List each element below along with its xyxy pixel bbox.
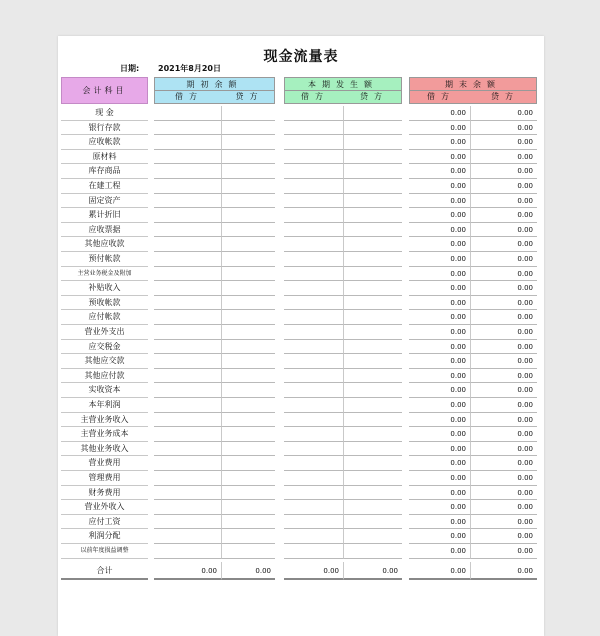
- period-amount-subheader: [284, 91, 402, 104]
- closing-debit-cell[interactable]: 0.00: [409, 252, 471, 267]
- opening-credit-cell[interactable]: [222, 427, 275, 442]
- opening-credit-cell[interactable]: [222, 296, 275, 311]
- opening-debit-cell[interactable]: [154, 354, 222, 369]
- account-subject-cell: 累计折旧: [61, 208, 148, 223]
- closing-debit-cell[interactable]: 0.00: [409, 208, 471, 223]
- period-debit-cell[interactable]: [284, 267, 344, 282]
- period-credit-cell[interactable]: [344, 369, 402, 384]
- opening-credit-cell[interactable]: [222, 456, 275, 471]
- closing-credit-cell[interactable]: 0.00: [471, 354, 537, 369]
- opening-debit-cell[interactable]: [154, 179, 222, 194]
- period-debit-cell[interactable]: [284, 121, 344, 136]
- account-subject-cell: 应交税金: [61, 340, 148, 355]
- period-debit-cell[interactable]: [284, 529, 344, 544]
- period-debit-cell[interactable]: [284, 369, 344, 384]
- closing-debit-cell[interactable]: 0.00: [409, 442, 471, 457]
- period-credit-cell[interactable]: [344, 383, 402, 398]
- period-credit-header: 贷方: [360, 92, 388, 101]
- account-subject-cell: 本年利润: [61, 398, 148, 413]
- date-label: 日期:: [120, 64, 140, 73]
- period-credit-cell[interactable]: [344, 281, 402, 296]
- closing-debit-cell[interactable]: 0.00: [409, 223, 471, 238]
- period-credit-cell[interactable]: [344, 179, 402, 194]
- total-period-debit[interactable]: 0.00: [284, 562, 344, 580]
- opening-debit-cell[interactable]: [154, 135, 222, 150]
- opening-debit-cell[interactable]: [154, 486, 222, 501]
- period-debit-cell[interactable]: [284, 208, 344, 223]
- opening-credit-cell[interactable]: [222, 471, 275, 486]
- opening-credit-cell[interactable]: [222, 413, 275, 428]
- closing-debit-cell[interactable]: 0.00: [409, 369, 471, 384]
- closing-debit-cell[interactable]: 0.00: [409, 354, 471, 369]
- closing-debit-cell[interactable]: 0.00: [409, 267, 471, 282]
- total-opening-debit[interactable]: 0.00: [154, 562, 222, 580]
- period-debit-header: 借方: [301, 92, 329, 101]
- opening-debit-cell[interactable]: [154, 267, 222, 282]
- table-row: [58, 237, 544, 252]
- period-credit-cell[interactable]: [344, 529, 402, 544]
- opening-credit-cell[interactable]: [222, 500, 275, 515]
- closing-credit-cell[interactable]: 0.00: [471, 237, 537, 252]
- closing-credit-cell[interactable]: 0.00: [471, 442, 537, 457]
- table-row: [58, 310, 544, 325]
- account-subject-cell: 固定资产: [61, 194, 148, 209]
- opening-credit-cell[interactable]: [222, 354, 275, 369]
- closing-credit-cell[interactable]: 0.00: [471, 194, 537, 209]
- opening-credit-header: 贷方: [235, 92, 264, 101]
- closing-credit-cell[interactable]: 0.00: [471, 369, 537, 384]
- account-subject-cell: 银行存款: [61, 121, 148, 136]
- closing-debit-cell[interactable]: 0.00: [409, 237, 471, 252]
- closing-credit-cell[interactable]: 0.00: [471, 325, 537, 340]
- account-subject-cell: 应付工资: [61, 515, 148, 530]
- account-subject-cell: 实收资本: [61, 383, 148, 398]
- closing-credit-cell[interactable]: 0.00: [471, 208, 537, 223]
- table-row: [58, 208, 544, 223]
- closing-debit-cell[interactable]: 0.00: [409, 164, 471, 179]
- table-row: [58, 456, 544, 471]
- opening-credit-cell[interactable]: [222, 340, 275, 355]
- period-debit-cell[interactable]: [284, 237, 344, 252]
- subject-header: 会计科目: [61, 77, 148, 104]
- period-credit-cell[interactable]: [344, 486, 402, 501]
- closing-debit-cell[interactable]: 0.00: [409, 529, 471, 544]
- table-row: [58, 150, 544, 165]
- opening-debit-cell[interactable]: [154, 121, 222, 136]
- opening-debit-cell[interactable]: [154, 237, 222, 252]
- opening-credit-cell[interactable]: [222, 369, 275, 384]
- opening-debit-header: 借方: [175, 92, 203, 101]
- account-subject-cell: 现 金: [61, 106, 148, 121]
- closing-debit-cell[interactable]: 0.00: [409, 471, 471, 486]
- period-credit-cell[interactable]: [344, 456, 402, 471]
- opening-credit-cell[interactable]: [222, 383, 275, 398]
- closing-debit-cell[interactable]: 0.00: [409, 194, 471, 209]
- total-period-credit[interactable]: 0.00: [344, 562, 402, 580]
- period-debit-cell[interactable]: [284, 398, 344, 413]
- closing-debit-cell[interactable]: 0.00: [409, 296, 471, 311]
- table-row: [58, 325, 544, 340]
- opening-debit-cell[interactable]: [154, 223, 222, 238]
- closing-debit-cell[interactable]: 0.00: [409, 281, 471, 296]
- closing-credit-cell[interactable]: 0.00: [471, 486, 537, 501]
- period-amount-header: 本期发生额: [284, 77, 402, 91]
- closing-credit-cell[interactable]: 0.00: [471, 398, 537, 413]
- period-credit-cell[interactable]: [344, 252, 402, 267]
- closing-credit-cell[interactable]: 0.00: [471, 471, 537, 486]
- opening-debit-cell[interactable]: [154, 208, 222, 223]
- table-row: [58, 267, 544, 282]
- opening-debit-cell[interactable]: [154, 106, 222, 121]
- table-row: [58, 369, 544, 384]
- table-row: [58, 383, 544, 398]
- closing-debit-cell[interactable]: 0.00: [409, 515, 471, 530]
- closing-debit-cell[interactable]: 0.00: [409, 340, 471, 355]
- opening-credit-cell[interactable]: [222, 515, 275, 530]
- period-debit-cell[interactable]: [284, 310, 344, 325]
- opening-credit-cell[interactable]: [222, 179, 275, 194]
- account-subject-cell: 以前年度损益调整: [61, 544, 148, 559]
- account-subject-cell: 预收帐款: [61, 296, 148, 311]
- closing-debit-cell[interactable]: 0.00: [409, 544, 471, 559]
- opening-debit-cell[interactable]: [154, 427, 222, 442]
- period-credit-cell[interactable]: [344, 237, 402, 252]
- opening-debit-cell[interactable]: [154, 442, 222, 457]
- table-row: [58, 164, 544, 179]
- closing-credit-header: 贷方: [491, 92, 519, 101]
- closing-debit-cell[interactable]: 0.00: [409, 179, 471, 194]
- closing-debit-cell[interactable]: 0.00: [409, 500, 471, 515]
- table-row: [58, 398, 544, 413]
- closing-credit-cell[interactable]: 0.00: [471, 135, 537, 150]
- account-subject-cell: 应付帐款: [61, 310, 148, 325]
- opening-credit-cell[interactable]: [222, 150, 275, 165]
- table-row: [58, 471, 544, 486]
- table-row: [58, 544, 544, 559]
- account-subject-cell: 营业费用: [61, 456, 148, 471]
- account-subject-cell: 预付帐款: [61, 252, 148, 267]
- period-debit-cell[interactable]: [284, 223, 344, 238]
- closing-debit-cell[interactable]: 0.00: [409, 398, 471, 413]
- closing-balance-header: 期末余额: [409, 77, 537, 91]
- opening-debit-cell[interactable]: [154, 340, 222, 355]
- opening-debit-cell[interactable]: [154, 310, 222, 325]
- table-row: [58, 281, 544, 296]
- opening-debit-cell[interactable]: [154, 413, 222, 428]
- period-debit-cell[interactable]: [284, 179, 344, 194]
- closing-debit-cell[interactable]: 0.00: [409, 486, 471, 501]
- period-credit-cell[interactable]: [344, 442, 402, 457]
- period-debit-cell[interactable]: [284, 413, 344, 428]
- closing-debit-cell[interactable]: 0.00: [409, 413, 471, 428]
- closing-debit-header: 借方: [427, 92, 455, 101]
- table-row: [58, 194, 544, 209]
- closing-debit-cell[interactable]: 0.00: [409, 427, 471, 442]
- opening-debit-cell[interactable]: [154, 544, 222, 559]
- period-debit-cell[interactable]: [284, 325, 344, 340]
- closing-credit-cell[interactable]: 0.00: [471, 164, 537, 179]
- account-subject-cell: 主营业务收入: [61, 413, 148, 428]
- period-debit-cell[interactable]: [284, 194, 344, 209]
- closing-credit-cell[interactable]: 0.00: [471, 383, 537, 398]
- closing-balance-subheader: [409, 91, 537, 104]
- table-row: [58, 296, 544, 311]
- period-credit-cell[interactable]: [344, 515, 402, 530]
- opening-debit-cell[interactable]: [154, 500, 222, 515]
- opening-credit-cell[interactable]: [222, 237, 275, 252]
- account-subject-cell: 原材料: [61, 150, 148, 165]
- period-credit-cell[interactable]: [344, 427, 402, 442]
- closing-debit-cell[interactable]: 0.00: [409, 135, 471, 150]
- opening-credit-cell[interactable]: [222, 398, 275, 413]
- opening-credit-cell[interactable]: [222, 310, 275, 325]
- period-debit-cell[interactable]: [284, 515, 344, 530]
- period-credit-cell[interactable]: [344, 340, 402, 355]
- opening-debit-cell[interactable]: [154, 194, 222, 209]
- table-row: [58, 427, 544, 442]
- opening-balance-subheader: [154, 91, 275, 104]
- opening-credit-cell[interactable]: [222, 325, 275, 340]
- period-debit-cell[interactable]: [284, 486, 344, 501]
- closing-credit-cell[interactable]: 0.00: [471, 515, 537, 530]
- period-debit-cell[interactable]: [284, 544, 344, 559]
- opening-debit-cell[interactable]: [154, 456, 222, 471]
- account-subject-cell: 应收帐款: [61, 135, 148, 150]
- period-credit-cell[interactable]: [344, 106, 402, 121]
- opening-credit-cell[interactable]: [222, 442, 275, 457]
- total-row: [58, 562, 544, 580]
- period-debit-cell[interactable]: [284, 471, 344, 486]
- closing-credit-cell[interactable]: 0.00: [471, 150, 537, 165]
- period-credit-cell[interactable]: [344, 471, 402, 486]
- opening-debit-cell[interactable]: [154, 150, 222, 165]
- date-value: 2021年8月20日: [158, 64, 221, 73]
- opening-debit-cell[interactable]: [154, 398, 222, 413]
- table-row: [58, 486, 544, 501]
- account-subject-cell: 库存商品: [61, 164, 148, 179]
- closing-credit-cell[interactable]: 0.00: [471, 121, 537, 136]
- closing-debit-cell[interactable]: 0.00: [409, 310, 471, 325]
- closing-credit-cell[interactable]: 0.00: [471, 281, 537, 296]
- closing-credit-cell[interactable]: 0.00: [471, 310, 537, 325]
- spreadsheet-page: [58, 36, 544, 636]
- opening-debit-cell[interactable]: [154, 515, 222, 530]
- opening-credit-cell[interactable]: [222, 252, 275, 267]
- closing-debit-cell[interactable]: 0.00: [409, 325, 471, 340]
- closing-credit-cell[interactable]: 0.00: [471, 427, 537, 442]
- total-closing-debit[interactable]: 0.00: [409, 562, 471, 580]
- closing-debit-cell[interactable]: 0.00: [409, 456, 471, 471]
- period-credit-cell[interactable]: [344, 296, 402, 311]
- table-row: [58, 121, 544, 136]
- period-debit-cell[interactable]: [284, 106, 344, 121]
- account-subject-cell: 营业外收入: [61, 500, 148, 515]
- opening-credit-cell[interactable]: [222, 135, 275, 150]
- closing-credit-cell[interactable]: 0.00: [471, 456, 537, 471]
- opening-credit-cell[interactable]: [222, 164, 275, 179]
- period-debit-cell[interactable]: [284, 135, 344, 150]
- table-row: [58, 529, 544, 544]
- period-credit-cell[interactable]: [344, 267, 402, 282]
- opening-debit-cell[interactable]: [154, 383, 222, 398]
- period-debit-cell[interactable]: [284, 500, 344, 515]
- closing-credit-cell[interactable]: 0.00: [471, 223, 537, 238]
- closing-credit-cell[interactable]: 0.00: [471, 413, 537, 428]
- account-subject-cell: 利润分配: [61, 529, 148, 544]
- account-subject-cell: 其他业务收入: [61, 442, 148, 457]
- closing-credit-cell[interactable]: 0.00: [471, 252, 537, 267]
- table-row: [58, 354, 544, 369]
- opening-debit-cell[interactable]: [154, 529, 222, 544]
- period-credit-cell[interactable]: [344, 544, 402, 559]
- opening-credit-cell[interactable]: [222, 529, 275, 544]
- account-subject-cell: 在建工程: [61, 179, 148, 194]
- account-subject-cell: 管理费用: [61, 471, 148, 486]
- table-row: [58, 500, 544, 515]
- opening-credit-cell[interactable]: [222, 486, 275, 501]
- account-subject-cell: 补贴收入: [61, 281, 148, 296]
- table-row: [58, 340, 544, 355]
- period-debit-cell[interactable]: [284, 354, 344, 369]
- period-credit-cell[interactable]: [344, 398, 402, 413]
- closing-credit-cell[interactable]: 0.00: [471, 500, 537, 515]
- total-closing-credit[interactable]: 0.00: [471, 562, 537, 580]
- period-credit-cell[interactable]: [344, 500, 402, 515]
- closing-credit-cell[interactable]: 0.00: [471, 529, 537, 544]
- table-row: [58, 515, 544, 530]
- table-row: [58, 135, 544, 150]
- closing-credit-cell[interactable]: 0.00: [471, 544, 537, 559]
- table-row: [58, 413, 544, 428]
- period-credit-cell[interactable]: [344, 310, 402, 325]
- period-credit-cell[interactable]: [344, 194, 402, 209]
- account-subject-cell: 其他应付款: [61, 369, 148, 384]
- opening-debit-cell[interactable]: [154, 281, 222, 296]
- period-credit-cell[interactable]: [344, 150, 402, 165]
- account-subject-cell: 营业外支出: [61, 325, 148, 340]
- opening-debit-cell[interactable]: [154, 252, 222, 267]
- period-debit-cell[interactable]: [284, 383, 344, 398]
- table-row: [58, 179, 544, 194]
- closing-credit-cell[interactable]: 0.00: [471, 267, 537, 282]
- opening-debit-cell[interactable]: [154, 369, 222, 384]
- table-row: [58, 252, 544, 267]
- opening-credit-cell[interactable]: [222, 281, 275, 296]
- closing-debit-cell[interactable]: 0.00: [409, 121, 471, 136]
- period-debit-cell[interactable]: [284, 252, 344, 267]
- account-subject-cell: 其他应收款: [61, 237, 148, 252]
- opening-credit-cell[interactable]: [222, 544, 275, 559]
- sheet-title: 现金流量表: [263, 49, 339, 65]
- period-credit-cell[interactable]: [344, 135, 402, 150]
- account-subject-cell: 财务费用: [61, 486, 148, 501]
- total-opening-credit[interactable]: 0.00: [222, 562, 275, 580]
- closing-credit-cell[interactable]: 0.00: [471, 296, 537, 311]
- opening-credit-cell[interactable]: [222, 194, 275, 209]
- table-row: [58, 106, 544, 121]
- period-debit-cell[interactable]: [284, 456, 344, 471]
- period-credit-cell[interactable]: [344, 164, 402, 179]
- account-subject-cell: 主营业务成本: [61, 427, 148, 442]
- opening-debit-cell[interactable]: [154, 164, 222, 179]
- opening-debit-cell[interactable]: [154, 296, 222, 311]
- closing-debit-cell[interactable]: 0.00: [409, 106, 471, 121]
- closing-credit-cell[interactable]: 0.00: [471, 106, 537, 121]
- opening-credit-cell[interactable]: [222, 106, 275, 121]
- opening-credit-cell[interactable]: [222, 208, 275, 223]
- period-credit-cell[interactable]: [344, 325, 402, 340]
- period-credit-cell[interactable]: [344, 223, 402, 238]
- opening-credit-cell[interactable]: [222, 121, 275, 136]
- period-debit-cell[interactable]: [284, 427, 344, 442]
- opening-debit-cell[interactable]: [154, 325, 222, 340]
- account-subject-cell: 主营业务税金及附加: [61, 267, 148, 282]
- closing-debit-cell[interactable]: 0.00: [409, 383, 471, 398]
- table-row: [58, 223, 544, 238]
- opening-credit-cell[interactable]: [222, 223, 275, 238]
- account-subject-cell: 应收票据: [61, 223, 148, 238]
- opening-debit-cell[interactable]: [154, 471, 222, 486]
- period-debit-cell[interactable]: [284, 281, 344, 296]
- closing-credit-cell[interactable]: 0.00: [471, 179, 537, 194]
- period-debit-cell[interactable]: [284, 340, 344, 355]
- period-debit-cell[interactable]: [284, 442, 344, 457]
- table-row: [58, 442, 544, 457]
- period-credit-cell[interactable]: [344, 121, 402, 136]
- period-debit-cell[interactable]: [284, 164, 344, 179]
- total-label: 合计: [61, 562, 148, 580]
- period-debit-cell[interactable]: [284, 296, 344, 311]
- period-debit-cell[interactable]: [284, 150, 344, 165]
- period-credit-cell[interactable]: [344, 413, 402, 428]
- period-credit-cell[interactable]: [344, 208, 402, 223]
- period-credit-cell[interactable]: [344, 354, 402, 369]
- closing-debit-cell[interactable]: 0.00: [409, 150, 471, 165]
- closing-credit-cell[interactable]: 0.00: [471, 340, 537, 355]
- opening-balance-header: 期初余额: [154, 77, 275, 91]
- opening-credit-cell[interactable]: [222, 267, 275, 282]
- account-subject-cell: 其他应交款: [61, 354, 148, 369]
